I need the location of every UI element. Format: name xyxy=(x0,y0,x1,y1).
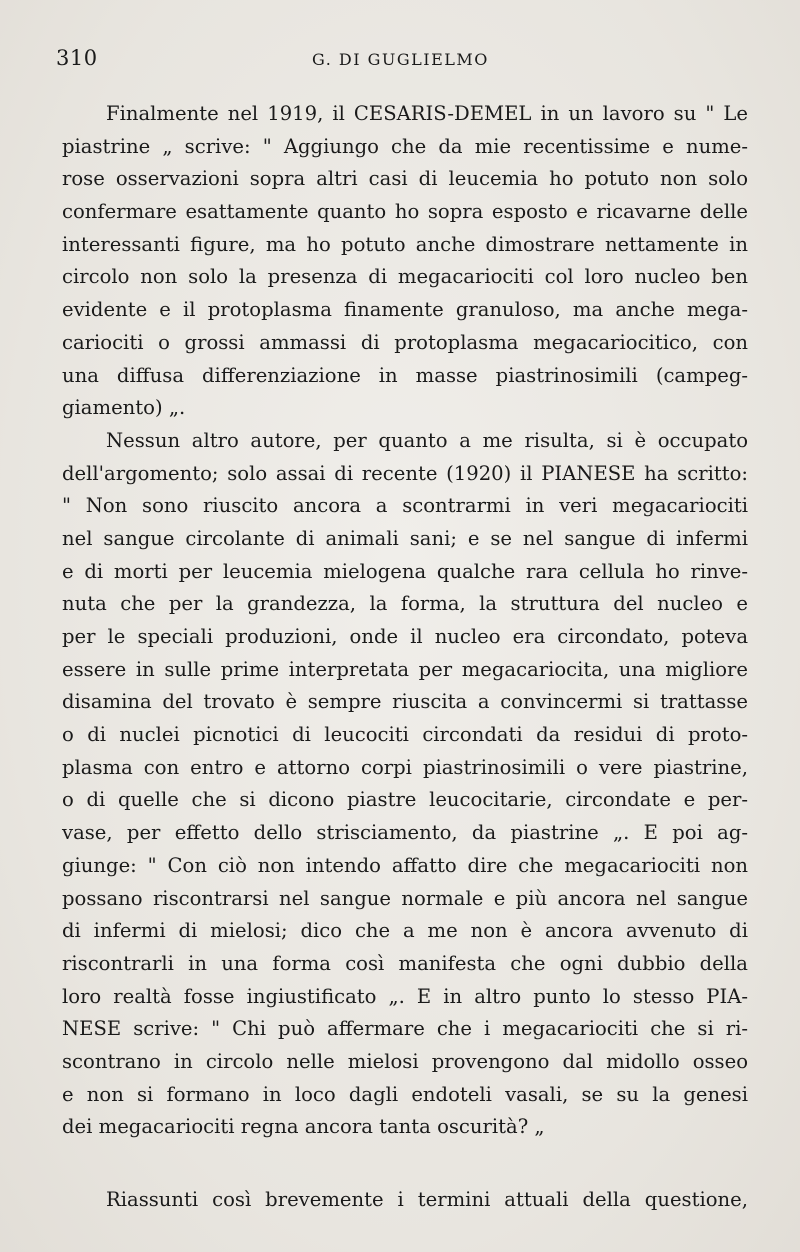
text-line: giamento) „. xyxy=(62,396,186,420)
text-line: Riassunti così brevemente i termini attuali della questione, xyxy=(106,1188,748,1211)
paragraph-3 xyxy=(62,1184,748,1217)
text-line: Finalmente nel 1919, il CESARIS-DEMEL in un lavoro su " Le xyxy=(106,102,748,125)
text-line: rose osservazioni sopra altri casi di leucemia ho potuto non solo xyxy=(62,167,748,191)
text-line: riscontrarli in una forma così manifesta che ogni dubbio della xyxy=(62,951,748,975)
paragraph-1 xyxy=(62,98,748,425)
paragraph-2 xyxy=(62,425,748,1144)
body-text xyxy=(62,98,748,1217)
text-line: dell'argomento; solo assai di recente (1920) il PIANESE ha scritto: xyxy=(62,461,748,485)
text-line: scontrano in circolo nelle mielosi provengono dal midollo osseo xyxy=(62,1049,748,1073)
text-line: essere in sulle prime interpretata per megacariocita, una migliore xyxy=(62,657,748,681)
text-line: nel sangue circolante di animali sani; e se nel sangue di infermi xyxy=(62,526,748,550)
text-line: dei megacariociti regna ancora tanta oscurità? „ xyxy=(62,1115,545,1139)
text-line: plasma con entro e attorno corpi piastrinosimili o vere piastrine, xyxy=(62,755,748,779)
text-line: nuta che per la grandezza, la forma, la struttura del nucleo e xyxy=(62,592,748,616)
text-line: piastrine „ scrive: " Aggiungo che da mie recentissime e nume- xyxy=(62,134,748,158)
text-line: una diffusa differenziazione in masse piastrinosimili (campeg- xyxy=(62,363,748,387)
text-line: o di quelle che si dicono piastre leucocitarie, circondate e per- xyxy=(62,788,748,812)
text-line: o di nuclei picnotici di leucociti circondati da residui di proto- xyxy=(62,723,748,747)
text-line: cariociti o grossi ammassi di protoplasma megacariocitico, con xyxy=(62,330,748,354)
running-head: G. DI GUGLIELMO xyxy=(312,50,489,69)
text-line: disamina del trovato è sempre riuscita a convincermi si trattasse xyxy=(62,690,748,714)
paragraph-spacer xyxy=(62,1144,748,1184)
text-line: Nessun altro autore, per quanto a me risulta, si è occupato xyxy=(106,428,748,452)
text-line: circolo non solo la presenza di megacariociti col loro nucleo ben xyxy=(62,265,748,289)
text-line: per le speciali produzioni, onde il nucleo era circondato, poteva xyxy=(62,625,748,648)
text-line: interessanti figure, ma ho potuto anche dimostrare nettamente in xyxy=(62,232,748,256)
page-number: 310 xyxy=(56,46,98,70)
text-line: e di morti per leucemia mielogena qualche rara cellula ho rinve- xyxy=(62,559,748,583)
text-line: loro realtà fosse ingiustificato „. E in altro punto lo stesso PIA- xyxy=(62,984,748,1008)
text-line: di infermi di mielosi; dico che a me non è ancora avvenuto di xyxy=(62,919,748,943)
text-line: NESE scrive: " Chi può affermare che i megacariociti che si ri- xyxy=(62,1017,748,1041)
text-line: possano riscontrarsi nel sangue normale e più ancora nel sangue xyxy=(62,886,748,910)
text-line: giunge: " Con ciò non intendo affatto dire che megacariociti non xyxy=(62,853,748,877)
text-line: evidente e il protoplasma finamente granuloso, ma anche mega- xyxy=(62,298,748,322)
text-line: confermare esattamente quanto ho sopra esposto e ricavarne delle xyxy=(62,200,748,224)
text-line: vase, per effetto dello strisciamento, da piastrine „. E poi ag- xyxy=(62,821,748,845)
text-line: e non si formano in loco dagli endoteli vasali, se su la genesi xyxy=(62,1082,748,1106)
text-line: " Non sono riuscito ancora a scontrarmi in veri megacariociti xyxy=(62,494,748,518)
page-header xyxy=(56,46,746,76)
